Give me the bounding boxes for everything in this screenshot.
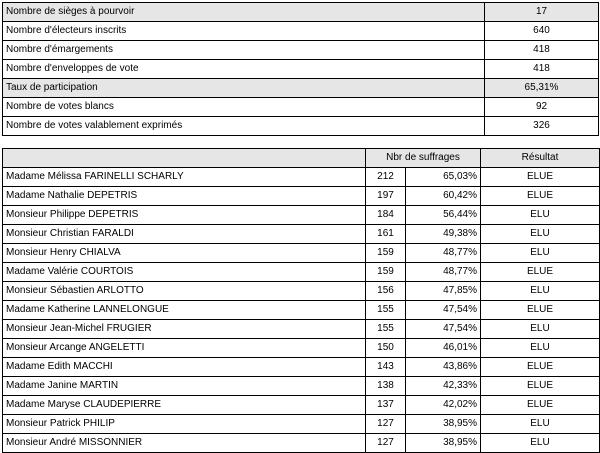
summary-row	[3, 60, 599, 79]
election-result: ELU	[481, 282, 600, 301]
summary-value: 92	[485, 98, 599, 117]
election-result: ELUE	[481, 168, 600, 187]
results-table	[2, 148, 600, 453]
vote-percentage: 42,33%	[406, 377, 481, 396]
election-result: ELU	[481, 415, 600, 434]
election-result: ELUE	[481, 358, 600, 377]
summary-value: 17	[485, 3, 599, 22]
summary-value: 418	[485, 41, 599, 60]
summary-label: Nombre de votes blancs	[3, 98, 485, 117]
vote-percentage: 43,86%	[406, 358, 481, 377]
result-header: Résultat	[481, 149, 600, 168]
table-row	[3, 415, 600, 434]
candidate-name: Monsieur André MISSONNIER	[3, 434, 366, 453]
table-row	[3, 320, 600, 339]
election-result: ELU	[481, 434, 600, 453]
summary-value: 418	[485, 60, 599, 79]
vote-percentage: 38,95%	[406, 434, 481, 453]
vote-percentage: 47,85%	[406, 282, 481, 301]
vote-percentage: 47,54%	[406, 320, 481, 339]
vote-percentage: 60,42%	[406, 187, 481, 206]
summary-table	[2, 2, 599, 136]
candidate-name: Madame Valérie COURTOIS	[3, 263, 366, 282]
summary-row	[3, 22, 599, 41]
vote-count: 212	[366, 168, 406, 187]
table-row	[3, 168, 600, 187]
table-row	[3, 358, 600, 377]
summary-row	[3, 41, 599, 60]
election-result: ELUE	[481, 301, 600, 320]
table-row	[3, 244, 600, 263]
summary-row	[3, 117, 599, 136]
summary-label: Taux de participation	[3, 79, 485, 98]
summary-row	[3, 79, 599, 98]
vote-percentage: 46,01%	[406, 339, 481, 358]
vote-count: 184	[366, 206, 406, 225]
vote-count: 138	[366, 377, 406, 396]
table-row	[3, 206, 600, 225]
summary-label: Nombre de votes valablement exprimés	[3, 117, 485, 136]
vote-count: 143	[366, 358, 406, 377]
vote-count: 127	[366, 415, 406, 434]
candidate-name: Madame Maryse CLAUDEPIERRE	[3, 396, 366, 415]
table-row	[3, 282, 600, 301]
vote-percentage: 42,02%	[406, 396, 481, 415]
table-row	[3, 396, 600, 415]
candidate-name: Madame Nathalie DEPETRIS	[3, 187, 366, 206]
vote-count: 156	[366, 282, 406, 301]
election-result: ELUE	[481, 396, 600, 415]
candidate-name: Madame Katherine LANNELONGUE	[3, 301, 366, 320]
vote-percentage: 49,38%	[406, 225, 481, 244]
candidate-name: Monsieur Jean-Michel FRUGIER	[3, 320, 366, 339]
candidate-name: Monsieur Philippe DEPETRIS	[3, 206, 366, 225]
summary-value: 326	[485, 117, 599, 136]
candidate-name: Monsieur Henry CHIALVA	[3, 244, 366, 263]
candidate-name: Madame Janine MARTIN	[3, 377, 366, 396]
table-row	[3, 301, 600, 320]
table-row	[3, 339, 600, 358]
vote-percentage: 65,03%	[406, 168, 481, 187]
vote-count: 127	[366, 434, 406, 453]
table-row	[3, 377, 600, 396]
candidate-name: Monsieur Patrick PHILIP	[3, 415, 366, 434]
summary-label: Nombre de sièges à pourvoir	[3, 3, 485, 22]
summary-row	[3, 3, 599, 22]
election-result: ELU	[481, 225, 600, 244]
vote-count: 197	[366, 187, 406, 206]
summary-value: 640	[485, 22, 599, 41]
election-result: ELU	[481, 244, 600, 263]
vote-count: 155	[366, 320, 406, 339]
table-row	[3, 225, 600, 244]
candidate-name: Monsieur Sébastien ARLOTTO	[3, 282, 366, 301]
vote-percentage: 47,54%	[406, 301, 481, 320]
summary-row	[3, 98, 599, 117]
vote-percentage: 48,77%	[406, 244, 481, 263]
candidate-name: Madame Edith MACCHI	[3, 358, 366, 377]
candidate-name: Monsieur Arcange ANGELETTI	[3, 339, 366, 358]
vote-percentage: 48,77%	[406, 263, 481, 282]
summary-label: Nombre d'électeurs inscrits	[3, 22, 485, 41]
election-result: ELU	[481, 339, 600, 358]
vote-percentage: 56,44%	[406, 206, 481, 225]
election-result: ELU	[481, 206, 600, 225]
vote-count: 155	[366, 301, 406, 320]
summary-value: 65,31%	[485, 79, 599, 98]
results-header-row	[3, 149, 600, 168]
vote-count: 159	[366, 244, 406, 263]
table-row	[3, 263, 600, 282]
vote-count: 150	[366, 339, 406, 358]
election-result: ELU	[481, 320, 600, 339]
vote-percentage: 38,95%	[406, 415, 481, 434]
table-row	[3, 187, 600, 206]
votes-header: Nbr de suffrages	[366, 149, 481, 168]
election-result: ELUE	[481, 377, 600, 396]
election-result: ELUE	[481, 187, 600, 206]
candidate-name: Madame Mélissa FARINELLI SCHARLY	[3, 168, 366, 187]
summary-label: Nombre d'émargements	[3, 41, 485, 60]
candidate-name: Monsieur Christian FARALDI	[3, 225, 366, 244]
summary-label: Nombre d'enveloppes de vote	[3, 60, 485, 79]
election-result: ELUE	[481, 263, 600, 282]
candidate-header	[3, 149, 366, 168]
vote-count: 159	[366, 263, 406, 282]
vote-count: 161	[366, 225, 406, 244]
vote-count: 137	[366, 396, 406, 415]
